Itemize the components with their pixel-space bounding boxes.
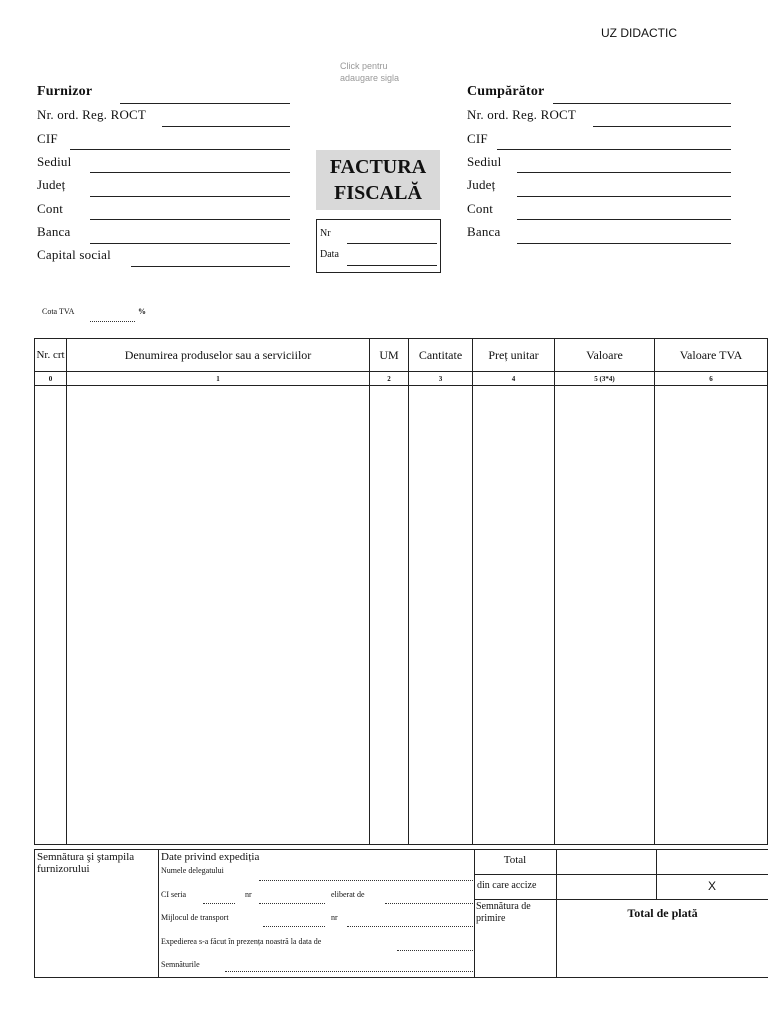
body-cell-valoare[interactable] xyxy=(555,386,655,845)
ci-seria-field[interactable] xyxy=(203,903,235,904)
cumparator-cif-field[interactable] xyxy=(497,149,731,150)
cumparator-cif-label: CIF xyxy=(467,131,488,146)
cumparator-sediul-label: Sediul xyxy=(467,154,502,169)
furnizor-banca-label: Banca xyxy=(37,224,71,239)
logo-placeholder[interactable] xyxy=(340,60,399,84)
index-cell: 5 (3*4) xyxy=(555,372,655,386)
body-cell-cantitate[interactable] xyxy=(409,386,473,845)
furnizor-title: Furnizor xyxy=(37,84,93,99)
body-cell-valoare-tva[interactable] xyxy=(655,386,768,845)
footer-section xyxy=(34,849,768,978)
semnaturile-label: Semnăturile xyxy=(161,960,200,969)
cumparator-cont-label: Cont xyxy=(467,201,494,216)
furnizor-sediul-field[interactable] xyxy=(90,172,290,173)
furnizor-reg-label: Nr. ord. Reg. ROCT xyxy=(37,107,147,122)
document-title-line-1: FACTURA xyxy=(329,156,427,178)
total-tva-cell[interactable] xyxy=(657,851,767,873)
semnatura-furnizor: Semnătura şi ştampila furnizorului xyxy=(37,851,135,875)
cumparator-banca-label: Banca xyxy=(467,224,501,239)
cumparator-reg-field[interactable] xyxy=(593,126,731,127)
expeditie-title: Date privind expediția xyxy=(161,851,260,863)
nr-field[interactable] xyxy=(347,243,437,244)
body-cell-um[interactable] xyxy=(370,386,409,845)
cumparator-reg-label: Nr. ord. Reg. ROCT xyxy=(467,107,577,122)
col-nr-crt: Nr. crt xyxy=(35,339,67,372)
cumparator-sediul-field[interactable] xyxy=(517,172,731,173)
furnizor-sediul-label: Sediul xyxy=(37,154,72,169)
document-title-line-2: FISCALĂ xyxy=(334,182,422,204)
table-index-row xyxy=(35,372,768,386)
nr-data-box xyxy=(316,219,441,273)
delegat-label: Numele delegatului xyxy=(161,866,224,875)
nr-label: Nr xyxy=(320,228,331,239)
index-cell: 1 xyxy=(67,372,370,386)
index-cell: 3 xyxy=(409,372,473,386)
vat-unit: % xyxy=(138,307,146,316)
logo-hint-line-1: Click pentru xyxy=(340,61,388,71)
ci-seria-label: CI seria xyxy=(161,890,187,899)
invoice-table xyxy=(34,338,768,845)
furnizor-judet-field[interactable] xyxy=(90,196,290,197)
semnatura-primire-label: Semnătura de primire xyxy=(476,901,531,924)
uz-didactic-label: UZ DIDACTIC xyxy=(601,26,677,40)
ci-nr-field[interactable] xyxy=(259,903,325,904)
furnizor-capital-label: Capital social xyxy=(37,247,111,262)
furnizor-cont-label: Cont xyxy=(37,201,64,216)
cumparator-judet-label: Județ xyxy=(467,177,496,192)
delegat-field[interactable] xyxy=(259,880,473,881)
index-cell: 2 xyxy=(370,372,409,386)
data-field[interactable] xyxy=(347,265,437,266)
table-body-row xyxy=(35,386,768,845)
body-cell-pret[interactable] xyxy=(473,386,555,845)
vat-label: Cota TVA xyxy=(42,307,75,316)
accize-label: din care accize xyxy=(477,880,537,891)
accize-valoare-cell[interactable] xyxy=(557,876,655,898)
document-title xyxy=(316,150,440,210)
cumparator-title: Cumpărător xyxy=(467,84,545,99)
col-valoare: Valoare xyxy=(555,339,655,372)
semnaturile-field[interactable] xyxy=(225,971,473,972)
body-cell-nr[interactable] xyxy=(35,386,67,845)
transport-nr-label: nr xyxy=(331,913,338,922)
col-um: UM xyxy=(370,339,409,372)
vat-field[interactable] xyxy=(90,321,135,322)
transport-nr-field[interactable] xyxy=(347,926,473,927)
furnizor-cif-field[interactable] xyxy=(70,149,290,150)
index-cell: 0 xyxy=(35,372,67,386)
furnizor-judet-label: Județ xyxy=(37,177,66,192)
mijloc-transport-field[interactable] xyxy=(263,926,325,927)
col-cantitate: Cantitate xyxy=(409,339,473,372)
furnizor-cif-label: CIF xyxy=(37,131,58,146)
expedierea-field[interactable] xyxy=(397,950,473,951)
body-cell-denumire[interactable] xyxy=(67,386,370,845)
cumparator-cont-field[interactable] xyxy=(517,219,731,220)
furnizor-reg-field[interactable] xyxy=(162,126,290,127)
table-header-row xyxy=(35,339,768,372)
furnizor-cont-field[interactable] xyxy=(90,219,290,220)
expedierea-label: Expedierea s-a făcut în prezența noastră la data de xyxy=(161,937,322,946)
mijloc-transport-label: Mijlocul de transport xyxy=(161,913,229,922)
col-denumire: Denumirea produselor sau a serviciilor xyxy=(67,339,370,372)
col-pret-unitar: Preț unitar xyxy=(473,339,555,372)
cumparator-judet-field[interactable] xyxy=(517,196,731,197)
total-valoare-cell[interactable] xyxy=(557,851,655,873)
accize-x-mark: X xyxy=(707,879,716,893)
index-cell: 6 xyxy=(655,372,768,386)
total-label: Total xyxy=(503,854,527,866)
ci-nr-label: nr xyxy=(245,890,252,899)
total-de-plata-label: Total de plată xyxy=(627,906,698,920)
data-label: Data xyxy=(320,249,339,260)
index-cell: 4 xyxy=(473,372,555,386)
logo-hint-line-2: adaugare sigla xyxy=(340,73,400,83)
col-valoare-tva: Valoare TVA xyxy=(655,339,768,372)
furnizor-capital-field[interactable] xyxy=(131,266,290,267)
eliberat-field[interactable] xyxy=(385,903,473,904)
furnizor-banca-field[interactable] xyxy=(90,243,290,244)
cumparator-banca-field[interactable] xyxy=(517,243,731,244)
eliberat-label: eliberat de xyxy=(331,890,365,899)
